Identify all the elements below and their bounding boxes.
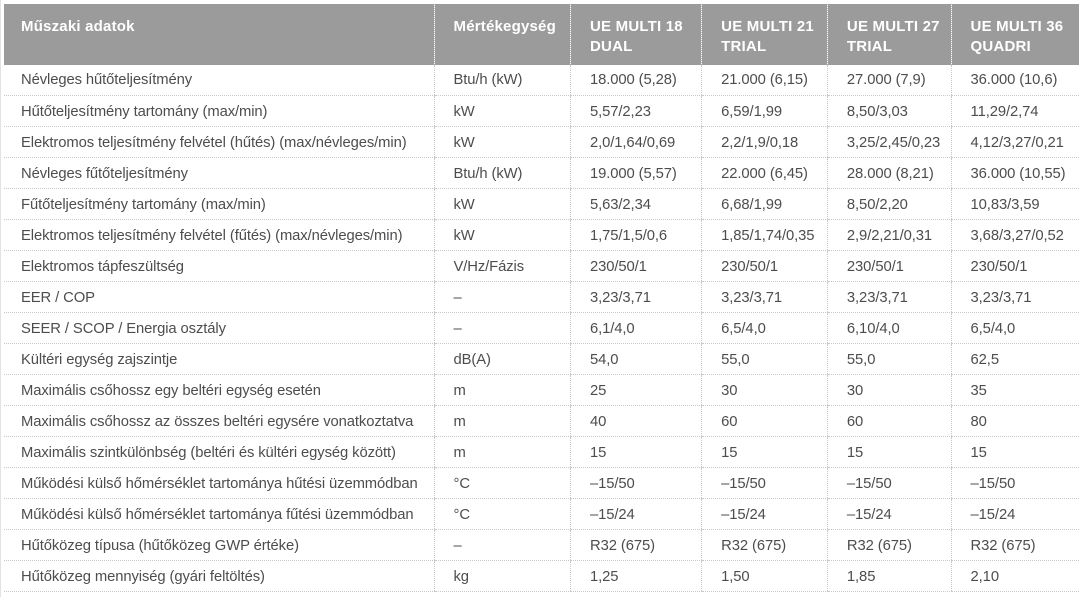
spec-value: 18.000 (5,28) <box>571 65 702 96</box>
spec-label: Hűtőközeg típusa (hűtőközeg GWP értéke) <box>4 530 434 561</box>
spec-unit: Btu/h (kW) <box>434 65 571 96</box>
table-row <box>4 251 1079 282</box>
spec-value: 2,0/1,64/0,69 <box>571 127 702 158</box>
spec-label: Működési külső hőmérséklet tartománya hűtési üzemmódban <box>4 468 434 499</box>
spec-value: 10,83/3,59 <box>951 189 1079 220</box>
spec-label: SEER / SCOP / Energia osztály <box>4 313 434 344</box>
spec-value: 6,59/1,99 <box>702 96 828 127</box>
table-row <box>4 65 1079 96</box>
table-row <box>4 375 1079 406</box>
spec-value: 3,68/3,27/0,52 <box>951 220 1079 251</box>
spec-unit: m <box>434 437 571 468</box>
table-row <box>4 96 1079 127</box>
spec-table-body <box>4 65 1079 592</box>
spec-value: R32 (675) <box>827 530 951 561</box>
spec-value: 36.000 (10,55) <box>951 158 1079 189</box>
spec-value: 1,85/1,74/0,35 <box>702 220 828 251</box>
spec-value: 25 <box>571 375 702 406</box>
model-name-line: UE MULTI 36 <box>970 18 1064 35</box>
technical-data-table <box>4 4 1079 592</box>
table-row <box>4 313 1079 344</box>
spec-value: 6,1/4,0 <box>571 313 702 344</box>
spec-unit: – <box>434 282 571 313</box>
spec-value: 54,0 <box>571 344 702 375</box>
header-cell-model-ue-multi-27-trial <box>827 4 951 65</box>
spec-label: Kültéri egység zajszintje <box>4 344 434 375</box>
table-row <box>4 127 1079 158</box>
table-row <box>4 282 1079 313</box>
spec-value: 30 <box>827 375 951 406</box>
spec-value: 55,0 <box>827 344 951 375</box>
spec-label: Elektromos teljesítmény felvétel (hűtés) (max/névleges/min) <box>4 127 434 158</box>
spec-value: 230/50/1 <box>571 251 702 282</box>
spec-value: 22.000 (6,45) <box>702 158 828 189</box>
spec-unit: V/Hz/Fázis <box>434 251 571 282</box>
table-row <box>4 437 1079 468</box>
spec-label: Névleges fűtőteljesítmény <box>4 158 434 189</box>
spec-label: Maximális csőhossz az összes beltéri egysére vonatkoztatva <box>4 406 434 437</box>
spec-value: 36.000 (10,6) <box>951 65 1079 96</box>
table-row <box>4 561 1079 592</box>
spec-value: –15/50 <box>951 468 1079 499</box>
spec-unit: – <box>434 313 571 344</box>
table-header <box>4 4 1079 65</box>
spec-unit: kW <box>434 127 571 158</box>
spec-value: 28.000 (8,21) <box>827 158 951 189</box>
spec-value: 11,29/2,74 <box>951 96 1079 127</box>
spec-value: 15 <box>827 437 951 468</box>
table-row <box>4 499 1079 530</box>
model-variant-line: TRIAL <box>721 37 767 55</box>
spec-label: Névleges hűtőteljesítmény <box>4 65 434 96</box>
spec-unit: kW <box>434 189 571 220</box>
model-name-line: UE MULTI 18 <box>590 18 683 35</box>
spec-value: 21.000 (6,15) <box>702 65 828 96</box>
spec-value: –15/24 <box>951 499 1079 530</box>
spec-value: 2,9/2,21/0,31 <box>827 220 951 251</box>
spec-label: Működési külső hőmérséklet tartománya fűtési üzemmódban <box>4 499 434 530</box>
spec-value: 3,25/2,45/0,23 <box>827 127 951 158</box>
header-row <box>4 4 1079 65</box>
spec-value: 60 <box>827 406 951 437</box>
spec-label: Maximális szintkülönbség (beltéri és kültéri egység között) <box>4 437 434 468</box>
spec-value: 3,23/3,71 <box>702 282 828 313</box>
spec-value: –15/24 <box>827 499 951 530</box>
header-cell-model-ue-multi-18-dual <box>571 4 702 65</box>
spec-value: –15/50 <box>702 468 828 499</box>
model-variant-line: DUAL <box>590 37 633 55</box>
spec-label: Hűtőteljesítmény tartomány (max/min) <box>4 96 434 127</box>
spec-value: 6,5/4,0 <box>702 313 828 344</box>
spec-label: Elektromos teljesítmény felvétel (fűtés) (max/névleges/min) <box>4 220 434 251</box>
spec-value: 4,12/3,27/0,21 <box>951 127 1079 158</box>
spec-value: 3,23/3,71 <box>951 282 1079 313</box>
spec-unit: dB(A) <box>434 344 571 375</box>
spec-value: 3,23/3,71 <box>571 282 702 313</box>
spec-unit: °C <box>434 499 571 530</box>
spec-label: Fűtőteljesítmény tartomány (max/min) <box>4 189 434 220</box>
spec-value: –15/24 <box>571 499 702 530</box>
table-row <box>4 530 1079 561</box>
spec-value: 60 <box>702 406 828 437</box>
spec-value: 40 <box>571 406 702 437</box>
spec-value: 5,57/2,23 <box>571 96 702 127</box>
spec-unit: kW <box>434 220 571 251</box>
spec-value: 15 <box>571 437 702 468</box>
spec-value: 3,23/3,71 <box>827 282 951 313</box>
spec-value: R32 (675) <box>571 530 702 561</box>
header-cell-model-ue-multi-36-quadri <box>951 4 1079 65</box>
model-name-line: UE MULTI 21 <box>721 18 814 35</box>
spec-unit: m <box>434 406 571 437</box>
spec-unit: kg <box>434 561 571 592</box>
table-row <box>4 220 1079 251</box>
header-cell-unit: Mértékegység <box>434 4 571 65</box>
spec-value: 230/50/1 <box>827 251 951 282</box>
spec-unit: °C <box>434 468 571 499</box>
table-row <box>4 468 1079 499</box>
spec-label: EER / COP <box>4 282 434 313</box>
spec-unit: m <box>434 375 571 406</box>
table-row <box>4 189 1079 220</box>
spec-value: 6,10/4,0 <box>827 313 951 344</box>
spec-value: 62,5 <box>951 344 1079 375</box>
spec-label: Elektromos tápfeszültség <box>4 251 434 282</box>
spec-value: 35 <box>951 375 1079 406</box>
model-variant-line: TRIAL <box>846 37 893 55</box>
spec-value: 6,68/1,99 <box>702 189 828 220</box>
spec-unit: kW <box>434 96 571 127</box>
spec-value: 27.000 (7,9) <box>827 65 951 96</box>
spec-value: 6,5/4,0 <box>951 313 1079 344</box>
spec-value: R32 (675) <box>702 530 828 561</box>
spec-value: 15 <box>702 437 828 468</box>
spec-label: Maximális csőhossz egy beltéri egység esetén <box>4 375 434 406</box>
spec-value: 19.000 (5,57) <box>571 158 702 189</box>
header-cell-specs: Műszaki adatok <box>4 4 434 65</box>
spec-value: 5,63/2,34 <box>571 189 702 220</box>
spec-value: 55,0 <box>702 344 828 375</box>
table-row <box>4 344 1079 375</box>
header-cell-model-ue-multi-21-trial <box>702 4 828 65</box>
spec-value: R32 (675) <box>951 530 1079 561</box>
spec-value: 230/50/1 <box>951 251 1079 282</box>
spec-value: 30 <box>702 375 828 406</box>
spec-value: –15/50 <box>571 468 702 499</box>
spec-value: –15/24 <box>702 499 828 530</box>
spec-value: 8,50/3,03 <box>827 96 951 127</box>
spec-value: 1,75/1,5/0,6 <box>571 220 702 251</box>
spec-value: 2,2/1,9/0,18 <box>702 127 828 158</box>
spec-label: Hűtőközeg mennyiség (gyári feltöltés) <box>4 561 434 592</box>
model-variant-line: QUADRI <box>970 37 1031 55</box>
spec-value: –15/50 <box>827 468 951 499</box>
spec-value: 2,10 <box>951 561 1079 592</box>
table-row <box>4 158 1079 189</box>
spec-value: 15 <box>951 437 1079 468</box>
spec-value: 8,50/2,20 <box>827 189 951 220</box>
spec-value: 1,85 <box>827 561 951 592</box>
spec-unit: Btu/h (kW) <box>434 158 571 189</box>
table-row <box>4 406 1079 437</box>
spec-value: 80 <box>951 406 1079 437</box>
spec-value: 1,25 <box>571 561 702 592</box>
spec-value: 230/50/1 <box>702 251 828 282</box>
spec-unit: – <box>434 530 571 561</box>
model-name-line: UE MULTI 27 <box>846 18 940 35</box>
spec-value: 1,50 <box>702 561 828 592</box>
